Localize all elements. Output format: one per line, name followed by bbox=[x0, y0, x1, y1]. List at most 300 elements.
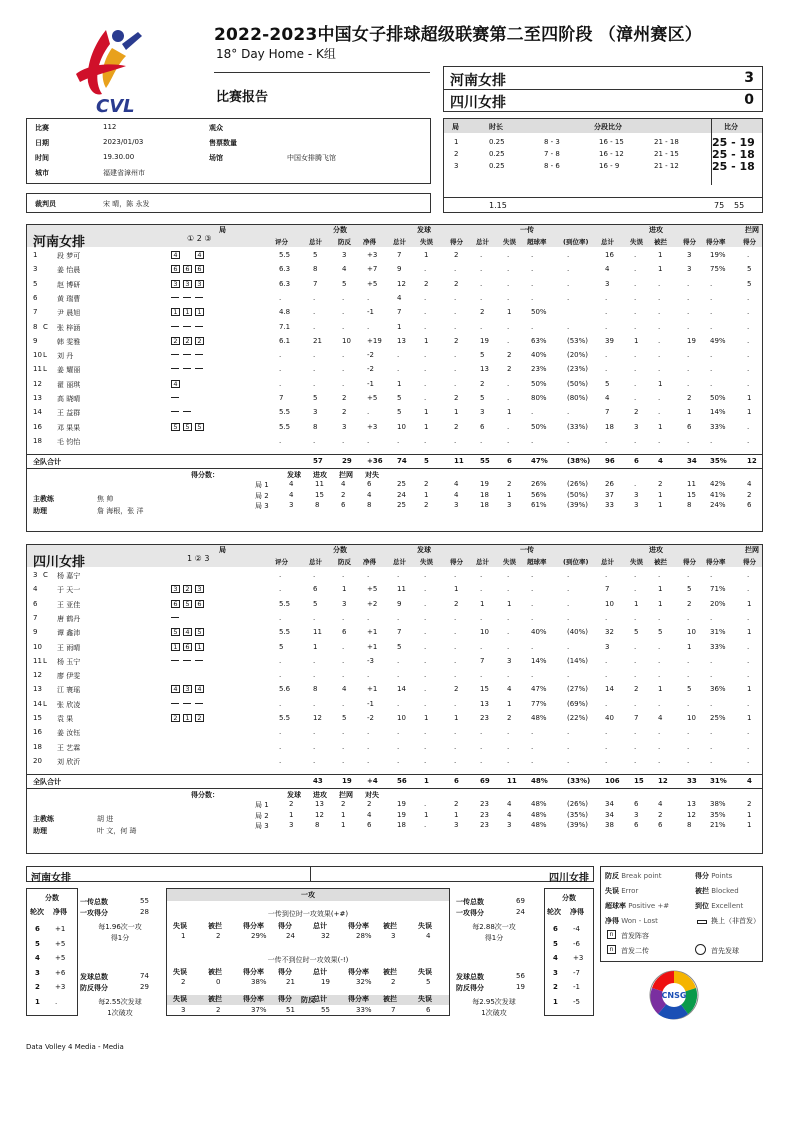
counter-value: 51 bbox=[286, 1006, 295, 1014]
grid-value: 24 bbox=[286, 932, 295, 940]
total-row bbox=[27, 776, 762, 788]
stat-a_blo: . bbox=[658, 756, 661, 765]
rotation-number: 4 bbox=[553, 954, 558, 962]
stat-a_pts: . bbox=[687, 436, 690, 445]
stat-b_pts: . bbox=[747, 322, 750, 331]
stat-vote: 7.1 bbox=[279, 322, 291, 331]
stat-r_exc: (50%) bbox=[567, 379, 589, 388]
player-no: 7 bbox=[33, 308, 38, 317]
stat-r_pos: . bbox=[531, 671, 534, 680]
stat-tot: . bbox=[313, 293, 316, 302]
total-a_err: 6 bbox=[634, 457, 639, 466]
stat-vote: . bbox=[279, 351, 282, 360]
grid-header: 总计 bbox=[313, 995, 327, 1003]
stat-bp: . bbox=[342, 656, 345, 665]
stat-r_exc: (22%) bbox=[567, 714, 589, 722]
set-points: 4 bbox=[289, 490, 294, 499]
total-away: 55 bbox=[734, 201, 745, 210]
player-row bbox=[27, 613, 762, 625]
stat-b_pts: . bbox=[747, 671, 750, 680]
set-stat-r_tot: 18 bbox=[480, 490, 489, 499]
footer-text: Data Volley 4 Media - Media bbox=[26, 1043, 124, 1051]
total-duration: 1.15 bbox=[489, 201, 507, 210]
stat-a_blo: . bbox=[658, 336, 661, 345]
stat-b_pts: . bbox=[747, 293, 750, 302]
stat-a_blo: 1 bbox=[658, 685, 663, 694]
stat-s_err: . bbox=[424, 685, 427, 694]
player-no: 15 bbox=[33, 714, 42, 722]
stat-r_err: 2 bbox=[507, 351, 512, 360]
set-stat-a_pct: 35% bbox=[710, 810, 726, 819]
stat-r_exc: . bbox=[567, 756, 570, 765]
stat-a_pts: . bbox=[687, 279, 690, 288]
stat-a_pts: 3 bbox=[687, 265, 692, 274]
stat-vote: . bbox=[279, 379, 282, 388]
stat-s_tot: 7 bbox=[397, 251, 402, 259]
bench-mark bbox=[171, 660, 179, 661]
stat-r_tot: . bbox=[480, 322, 483, 331]
divider bbox=[27, 788, 762, 789]
stat-a_pts: 5 bbox=[687, 685, 692, 694]
stat-r_tot: 2 bbox=[480, 379, 485, 388]
stat-a_tot: 16 bbox=[605, 251, 614, 259]
grid-header: 被拦 bbox=[208, 968, 222, 976]
stat-s_tot: 5 bbox=[397, 642, 402, 651]
player-row bbox=[27, 670, 762, 682]
set-points: 4 bbox=[289, 480, 294, 489]
stat-s_err: . bbox=[424, 599, 427, 608]
sub-header: 超球率 bbox=[527, 238, 547, 246]
stat-r_tot: 13 bbox=[480, 699, 489, 708]
position-box: 3 bbox=[171, 280, 180, 288]
stat-a_err: . bbox=[634, 571, 637, 579]
stat-r_pos: 14% bbox=[531, 656, 547, 665]
stat-wl: . bbox=[367, 436, 370, 445]
stat-r_pos: . bbox=[531, 613, 534, 622]
stat-r_tot: 15 bbox=[480, 685, 489, 694]
set-stat-r_err: 1 bbox=[507, 490, 512, 499]
stat-wl: +1 bbox=[367, 685, 378, 694]
total-home: 75 bbox=[714, 201, 725, 210]
stat-r_pos: . bbox=[531, 436, 534, 445]
stat-a_blo: . bbox=[658, 656, 661, 665]
grid-header: 总计 bbox=[313, 968, 327, 976]
stat-a_pct: . bbox=[710, 699, 713, 708]
points-header: 发球 bbox=[287, 471, 301, 480]
stat-bp: 4 bbox=[342, 265, 347, 274]
position-box: 1 bbox=[171, 643, 180, 651]
stat-s_pts: . bbox=[454, 671, 457, 680]
stat-tot: 8 bbox=[313, 265, 318, 274]
player-no: 13 bbox=[33, 394, 42, 402]
stat-a_pts: 2 bbox=[687, 599, 692, 608]
stat-a_blo: . bbox=[658, 293, 661, 302]
stat-bp: 3 bbox=[342, 599, 347, 608]
set-row bbox=[444, 136, 762, 148]
player-name: 姜 怡晨 bbox=[57, 266, 81, 275]
set-dur: 0.25 bbox=[489, 150, 505, 158]
stat-a_pts: . bbox=[687, 699, 690, 708]
stat-r_tot: . bbox=[480, 728, 483, 737]
stat-b_pts: . bbox=[747, 351, 750, 360]
set-points: 6 bbox=[341, 501, 346, 510]
stat-r_pos: . bbox=[531, 408, 534, 417]
sub-header: 得分 bbox=[683, 238, 696, 246]
stat-vote: 5.5 bbox=[279, 408, 291, 417]
sub-header: 失误 bbox=[420, 558, 433, 566]
player-no: 11 bbox=[33, 365, 42, 374]
stat-r_pos: . bbox=[531, 742, 534, 751]
stat-a_err: . bbox=[634, 436, 637, 445]
rotation-net: +3 bbox=[573, 954, 584, 962]
stat-bp: 1 bbox=[342, 585, 347, 594]
set-p3: 21 - 12 bbox=[654, 162, 679, 170]
set-stat-r_exc: (50%) bbox=[567, 490, 589, 499]
stat-s_pts: . bbox=[454, 628, 457, 637]
set-stat-r_exc: (35%) bbox=[567, 810, 589, 819]
set-label: 局 3 bbox=[255, 502, 269, 511]
set-points: 2 bbox=[289, 800, 294, 809]
set-stat-s_err: 2 bbox=[424, 501, 429, 510]
stat-tot: . bbox=[313, 656, 316, 665]
player-row bbox=[27, 250, 762, 262]
stat-a_pct: 33% bbox=[710, 422, 726, 431]
stat-a_err: . bbox=[634, 613, 637, 622]
set-marks: ① 2 ③ bbox=[187, 234, 212, 243]
team-name: 河南女排 bbox=[33, 235, 86, 250]
stat-r_err: . bbox=[507, 422, 510, 431]
set-stat-s_tot: 19 bbox=[397, 800, 406, 809]
sub-header: 得分 bbox=[683, 558, 696, 566]
set-stat-a_pct: 21% bbox=[710, 821, 726, 830]
player-name: 王 亚佳 bbox=[57, 600, 81, 609]
stat-b_pts: . bbox=[747, 613, 750, 622]
stat-s_err: . bbox=[424, 628, 427, 637]
set-stat-r_pos: 56% bbox=[531, 490, 547, 499]
set-stat-r_pos: 48% bbox=[531, 810, 547, 819]
position-box: 3 bbox=[195, 280, 204, 288]
player-row bbox=[27, 570, 762, 582]
divider bbox=[27, 454, 762, 455]
home-rotation: 分数 轮次 净得 6 +1 5 +5 4 +5 3 +6 2 +3 1 . bbox=[26, 888, 78, 1016]
stat-s_err: . bbox=[424, 265, 427, 274]
set-points: 1 bbox=[341, 821, 346, 830]
stat-s_tot: . bbox=[397, 571, 400, 579]
stat-a_pts: . bbox=[687, 322, 690, 331]
stat-r_exc: . bbox=[567, 671, 570, 680]
stat-vote: 5.6 bbox=[279, 685, 291, 694]
set-label: 局 3 bbox=[255, 822, 269, 831]
stat-wl: +5 bbox=[367, 585, 378, 594]
sub-header: 得分 bbox=[743, 558, 756, 566]
set-stat-a_err: 6 bbox=[634, 821, 639, 830]
stat-s_err: . bbox=[424, 394, 427, 402]
set-points: 2 bbox=[341, 490, 346, 499]
stat-b_pts: 1 bbox=[747, 408, 752, 417]
sub-header: 防反 bbox=[338, 238, 351, 246]
stat-tot: 11 bbox=[313, 628, 322, 637]
player-name: 杨 玉宁 bbox=[57, 657, 81, 666]
stat-tot: 6 bbox=[313, 585, 318, 594]
stat-s_pts: . bbox=[454, 699, 457, 708]
stat-a_pct: . bbox=[710, 728, 713, 737]
stat-bp: . bbox=[342, 293, 345, 302]
set-stat-s_pts: 4 bbox=[454, 480, 459, 489]
stat-s_err: . bbox=[424, 322, 427, 331]
stat-r_pos: 40% bbox=[531, 351, 547, 360]
report-title: 比赛报告 bbox=[216, 90, 269, 105]
points-header: 拦网 bbox=[339, 471, 353, 480]
stat-a_tot: . bbox=[605, 671, 608, 680]
stat-s_pts: . bbox=[454, 613, 457, 622]
stat-r_err: 1 bbox=[507, 699, 512, 708]
grid-header: 失误 bbox=[418, 922, 432, 930]
stat-s_pts: . bbox=[454, 642, 457, 651]
stat-r_tot: 23 bbox=[480, 714, 489, 722]
bench-mark bbox=[183, 368, 191, 369]
stat-r_err: . bbox=[507, 742, 510, 751]
stat-tot: 7 bbox=[313, 279, 318, 288]
stat-tot: . bbox=[313, 613, 316, 622]
set-stat-a_blo: 1 bbox=[658, 501, 663, 510]
set-points: 1 bbox=[289, 810, 294, 819]
rotation-number: 6 bbox=[35, 925, 40, 933]
player-row bbox=[27, 756, 762, 768]
player-row bbox=[27, 350, 762, 362]
stat-a_err: . bbox=[634, 728, 637, 737]
stat-a_err: . bbox=[634, 585, 637, 594]
rotation-number: 4 bbox=[35, 954, 40, 962]
stat-bp: . bbox=[342, 308, 345, 317]
set-stat-r_exc: (26%) bbox=[567, 800, 589, 809]
stat-a_blo: . bbox=[658, 699, 661, 708]
stat-s_pts: 2 bbox=[454, 279, 459, 288]
position-box: 6 bbox=[195, 265, 204, 273]
player-no: 10 bbox=[33, 642, 42, 651]
set-points: 1 bbox=[341, 810, 346, 819]
away-team-section bbox=[26, 544, 763, 854]
counter-value: 37% bbox=[251, 1006, 267, 1014]
set-stat-a_err: 3 bbox=[634, 810, 639, 819]
player-no: 12 bbox=[33, 671, 42, 680]
stat-s_tot: 14 bbox=[397, 685, 406, 694]
home-sets-won: 3 bbox=[744, 70, 754, 86]
player-no: 13 bbox=[33, 685, 42, 694]
grid-value: 38% bbox=[251, 978, 267, 986]
stat-vote: . bbox=[279, 728, 282, 737]
stat-s_tot: 1 bbox=[397, 322, 402, 331]
player-name: 刘 丹 bbox=[57, 352, 74, 361]
total-r_exc: (38%) bbox=[567, 457, 591, 466]
grid-value: 2 bbox=[181, 978, 186, 986]
stat-s_pts: . bbox=[454, 322, 457, 331]
stat-wl: +5 bbox=[367, 279, 378, 288]
grid-value: 32% bbox=[356, 978, 372, 986]
player-row bbox=[27, 642, 762, 654]
total-b_pts: 12 bbox=[747, 457, 757, 466]
bench-mark bbox=[195, 660, 203, 661]
sub-header: 被拦 bbox=[654, 558, 667, 566]
set-p2: 16 - 15 bbox=[599, 138, 624, 146]
stat-s_tot: 9 bbox=[397, 599, 402, 608]
sub-header: 得分 bbox=[450, 238, 463, 246]
player-no: 3 bbox=[33, 265, 38, 274]
player-name: 王 艺霖 bbox=[57, 743, 81, 752]
stat-s_err: 2 bbox=[424, 279, 429, 288]
group-header: 进攻 bbox=[649, 226, 663, 234]
stat-s_pts: . bbox=[454, 436, 457, 445]
bench-mark bbox=[195, 703, 203, 704]
player-no: 8 bbox=[33, 322, 38, 331]
player-no: 12 bbox=[33, 379, 42, 388]
stat-vote: . bbox=[279, 585, 282, 594]
stat-wl: -2 bbox=[367, 351, 374, 360]
set-stat-s_err: . bbox=[424, 800, 427, 809]
stat-wl: +3 bbox=[367, 251, 378, 259]
grid-header: 失误 bbox=[418, 968, 432, 976]
stat-r_exc: . bbox=[567, 585, 570, 594]
sub-header: 总计 bbox=[601, 238, 614, 246]
position-box: 4 bbox=[183, 628, 192, 636]
rotation-net: +3 bbox=[55, 983, 66, 991]
stat-vote: 7 bbox=[279, 394, 284, 402]
sub-header: 总计 bbox=[393, 558, 406, 566]
bench-mark bbox=[195, 354, 203, 355]
player-name: 王 益群 bbox=[57, 409, 81, 418]
stat-a_tot: 40 bbox=[605, 714, 614, 722]
points-header: 发球 bbox=[287, 791, 301, 800]
position-box: 4 bbox=[195, 685, 204, 693]
stat-a_pct: 33% bbox=[710, 642, 726, 651]
group-header: 一传 bbox=[520, 226, 534, 234]
stat-a_tot: 14 bbox=[605, 685, 614, 694]
player-row bbox=[27, 713, 762, 725]
points-header: 进攻 bbox=[313, 471, 327, 480]
player-no: 16 bbox=[33, 422, 42, 431]
stat-b_pts: . bbox=[747, 308, 750, 317]
stat-tot: 5 bbox=[313, 251, 318, 259]
position-box: 4 bbox=[171, 380, 180, 388]
total-a_pct: 31% bbox=[710, 777, 727, 786]
player-name: 韩 雯雅 bbox=[57, 337, 81, 346]
stat-wl: . bbox=[367, 613, 370, 622]
stat-a_pts: . bbox=[687, 656, 690, 665]
stat-wl: -1 bbox=[367, 699, 374, 708]
stat-s_tot: 5 bbox=[397, 394, 402, 402]
stat-s_err: 1 bbox=[424, 408, 429, 417]
player-no: 18 bbox=[33, 742, 42, 751]
sub-header: 总计 bbox=[601, 558, 614, 566]
stat-a_err: . bbox=[634, 642, 637, 651]
stat-b_pts: 1 bbox=[747, 599, 752, 608]
player-role: L bbox=[43, 656, 47, 665]
set-p2: 16 - 9 bbox=[599, 162, 620, 170]
set-points: 8 bbox=[367, 501, 372, 510]
stat-vote: . bbox=[279, 699, 282, 708]
stat-r_pos: 40% bbox=[531, 628, 547, 637]
set-points: 4 bbox=[367, 810, 372, 819]
player-no: 9 bbox=[33, 336, 38, 345]
total-s_err: 1 bbox=[424, 777, 429, 786]
sub-header: (到位率) bbox=[563, 558, 589, 566]
set-stat-a_blo: 2 bbox=[658, 810, 663, 819]
grid-header: 得分率 bbox=[243, 995, 264, 1003]
set-set: 1 bbox=[454, 138, 459, 146]
sub-header: 被拦 bbox=[654, 238, 667, 246]
set-label: 局 2 bbox=[255, 811, 269, 820]
stat-r_exc: (80%) bbox=[567, 394, 589, 402]
player-name: 于 天一 bbox=[57, 586, 81, 595]
set-stat-s_err: 1 bbox=[424, 810, 429, 819]
player-name: 翟 丽琪 bbox=[57, 380, 81, 389]
stat-a_tot: 10 bbox=[605, 599, 614, 608]
group-header: 分数 bbox=[333, 546, 347, 554]
rotation-number: 1 bbox=[35, 997, 40, 1006]
stat-s_pts: . bbox=[454, 742, 457, 751]
stat-r_err: 1 bbox=[507, 308, 512, 317]
stat-bp: . bbox=[342, 571, 345, 579]
bench-mark bbox=[171, 411, 179, 412]
stat-r_err: . bbox=[507, 613, 510, 622]
position-box: 3 bbox=[183, 685, 192, 693]
rotation-number: 5 bbox=[553, 939, 558, 948]
stat-a_tot: 3 bbox=[605, 642, 610, 651]
home-team-name: 河南女排 bbox=[450, 73, 506, 89]
stat-a_tot: . bbox=[605, 293, 608, 302]
stat-s_tot: . bbox=[397, 728, 400, 737]
referee-box: 裁判员 宋 晴，陈 永发 bbox=[26, 193, 431, 213]
position-box: 6 bbox=[183, 265, 192, 273]
stat-a_pts: 2 bbox=[687, 394, 692, 402]
set-stat-s_pts: 1 bbox=[454, 810, 459, 819]
stat-r_tot: . bbox=[480, 293, 483, 302]
stat-a_pct: . bbox=[710, 293, 713, 302]
stat-bp: . bbox=[342, 322, 345, 331]
stat-a_err: 1 bbox=[634, 336, 639, 345]
set-stat-s_pts: 4 bbox=[454, 490, 459, 499]
stat-r_err: . bbox=[507, 322, 510, 331]
sub-header: 得分率 bbox=[706, 238, 726, 246]
stat-a_pct: . bbox=[710, 279, 713, 288]
set-stat-s_err: 1 bbox=[424, 490, 429, 499]
set-label: 局 1 bbox=[255, 481, 269, 490]
set-stat-a_pct: 42% bbox=[710, 480, 726, 489]
total-a_blo: 4 bbox=[658, 457, 663, 466]
stat-r_tot: . bbox=[480, 279, 483, 288]
stat-a_blo: . bbox=[658, 613, 661, 622]
grid-value: 29% bbox=[251, 932, 267, 940]
set-stat-a_pts: 8 bbox=[687, 501, 692, 510]
grid-header: 被拦 bbox=[208, 995, 222, 1003]
stat-wl: . bbox=[367, 408, 370, 417]
set-stat-a_pct: 24% bbox=[710, 501, 726, 510]
stat-s_pts: . bbox=[454, 571, 457, 579]
rotation-net: . bbox=[55, 997, 58, 1006]
grid-value: 1 bbox=[181, 932, 186, 940]
set-stat-a_tot: 26 bbox=[605, 480, 614, 489]
player-name: 黄 瑞曹 bbox=[57, 294, 81, 303]
svg-text:CNSG: CNSG bbox=[661, 991, 687, 1000]
set-stat-a_err: . bbox=[634, 480, 637, 489]
set-points: 4 bbox=[367, 490, 372, 499]
rotation-net: -6 bbox=[573, 939, 580, 948]
stat-s_tot: 13 bbox=[397, 336, 406, 345]
stat-tot: 8 bbox=[313, 422, 318, 431]
total-row bbox=[27, 456, 762, 468]
player-name: 姜 汝钰 bbox=[57, 729, 81, 738]
set-stat-s_pts: 3 bbox=[454, 501, 459, 510]
stat-r_exc: . bbox=[567, 599, 570, 608]
